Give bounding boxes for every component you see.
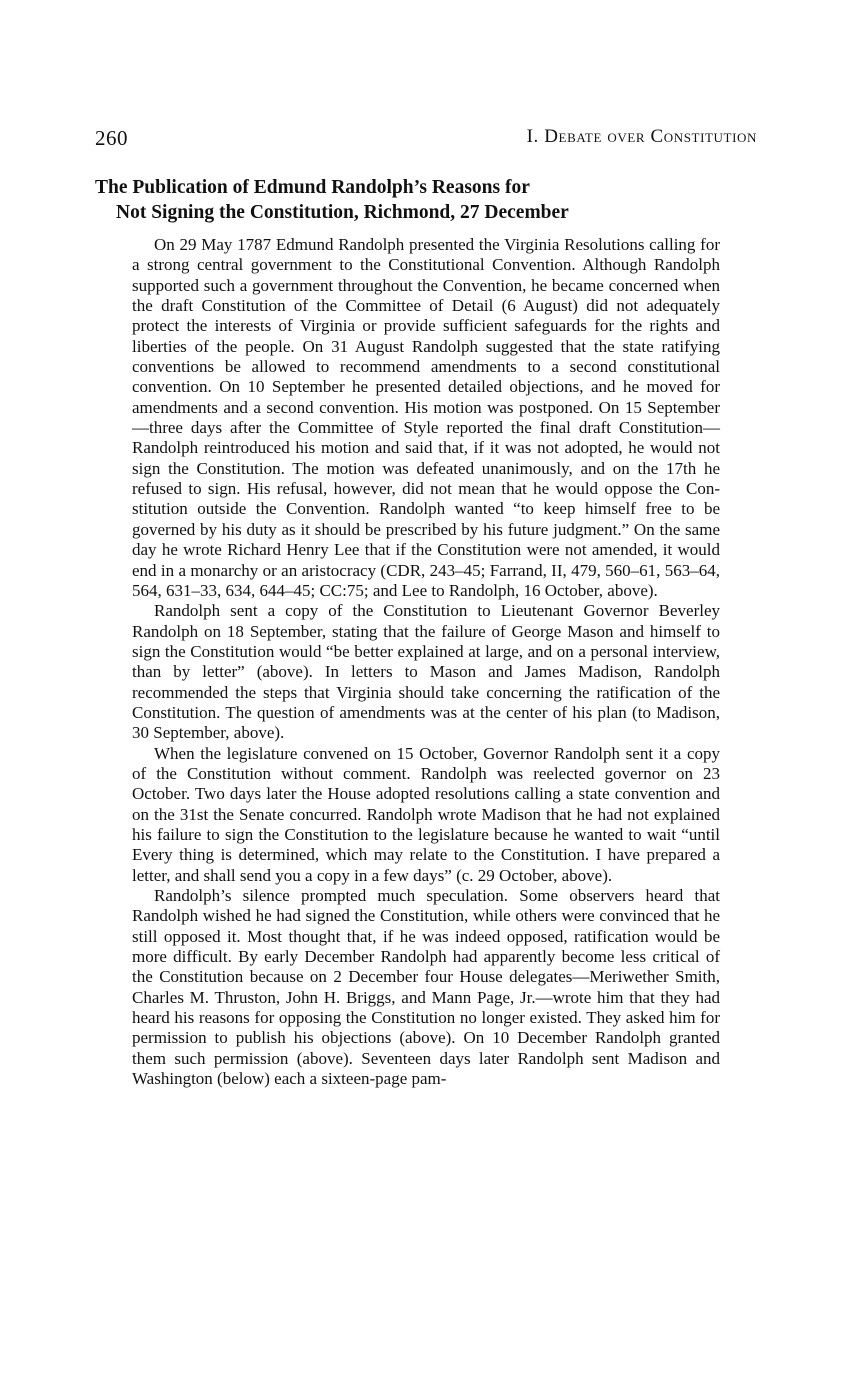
page-number: 260	[95, 126, 128, 150]
paragraph: Randolph’s silence prompted much speculation. Some observers heard that Randolph wished he had signed the Constitution, while others were convinced that he still opposed it. Most thought that, if he was indeed opposed, ratification would be more difficult. By early December Randolph had apparently become less critical of the Constitution because on 2 December four House delegates—Meriwether Smith, Charles M. Thruston, John H. Briggs, and Mann Page, Jr.—wrote him that they had heard his reasons for opposing the Constitution no longer existed. They asked him for permission to publish his objections (above). On 10 December Randolph granted them such permission (above). Seventeen days later Randolph sent Madison and Washington (below) each a sixteen-page pam-	[132, 886, 720, 1089]
running-head	[95, 126, 757, 154]
paragraph: When the legislature convened on 15 October, Governor Randolph sent it a copy of the Constitution without comment. Randolph was reelected governor on 23 October. Two days later the House adopted resolutions calling a state convention and on the 31st the Senate concurred. Randolph wrote Madison that he had not explained his failure to sign the Constitution to the legislature because he wanted to wait “until Every thing is determined, which may relate to the Constitution. I have prepared a letter, and shall send you a copy in a few days” (c. 29 October, above).	[132, 743, 720, 885]
article-title-line-1: The Publication of Edmund Randolph’s Reasons for	[95, 177, 530, 198]
article-title	[95, 175, 735, 225]
article-body	[132, 235, 720, 1089]
article-title-line-2: Not Signing the Constitution, Richmond, 27 December	[116, 202, 569, 223]
paragraph: Randolph sent a copy of the Constitution to Lieutenant Governor Beverley Randolph on 18 September, stating that the failure of George Mason and himself to sign the Constitution would “be better explained at large, and on a personal interview, than by letter” (above). In letters to Mason and James Madison, Randolph recommended the steps that Virginia should take concerning the ratification of the Constitution. The question of amendments was at the center of his plan (to Madison, 30 September, above).	[132, 601, 720, 743]
paragraph: On 29 May 1787 Edmund Randolph presented the Virginia Resolutions calling for a strong central government to the Constitutional Convention. Although Randolph supported such a government throughout the Convention, he became concerned when the draft Constitution of the Committee of Detail (6 August) did not adequately protect the interests of Virginia or provide sufficient safeguards for the rights and liberties of the people. On 31 August Randolph suggested that the state ratifying conventions be allowed to recommend amendments to a second constitutional convention. On 10 September he presented detailed objections, and he moved for amendments and a second convention. His motion was postponed. On 15 September—three days after the Committee of Style reported the final draft Constitution—Randolph reintroduced his motion and said that, if it was not adopted, he would not sign the Constitution. The motion was defeated unanimously, and on the 17th he refused to sign. His refusal, however, did not mean that he would oppose the Constitution outside the Convention. Randolph wanted “to keep himself free to be governed by his duty as it should be prescribed by his future judgment.” On the same day he wrote Richard Henry Lee that if the Constitution were not amended, it would end in a monarchy or an aristocracy (CDR, 243–45; Farrand, II, 479, 560–61, 563–64, 564, 631–33, 634, 644–45; CC:75; and Lee to Randolph, 16 October, above).	[132, 235, 720, 600]
running-section-title: I. Debate over Constitution	[526, 126, 757, 147]
